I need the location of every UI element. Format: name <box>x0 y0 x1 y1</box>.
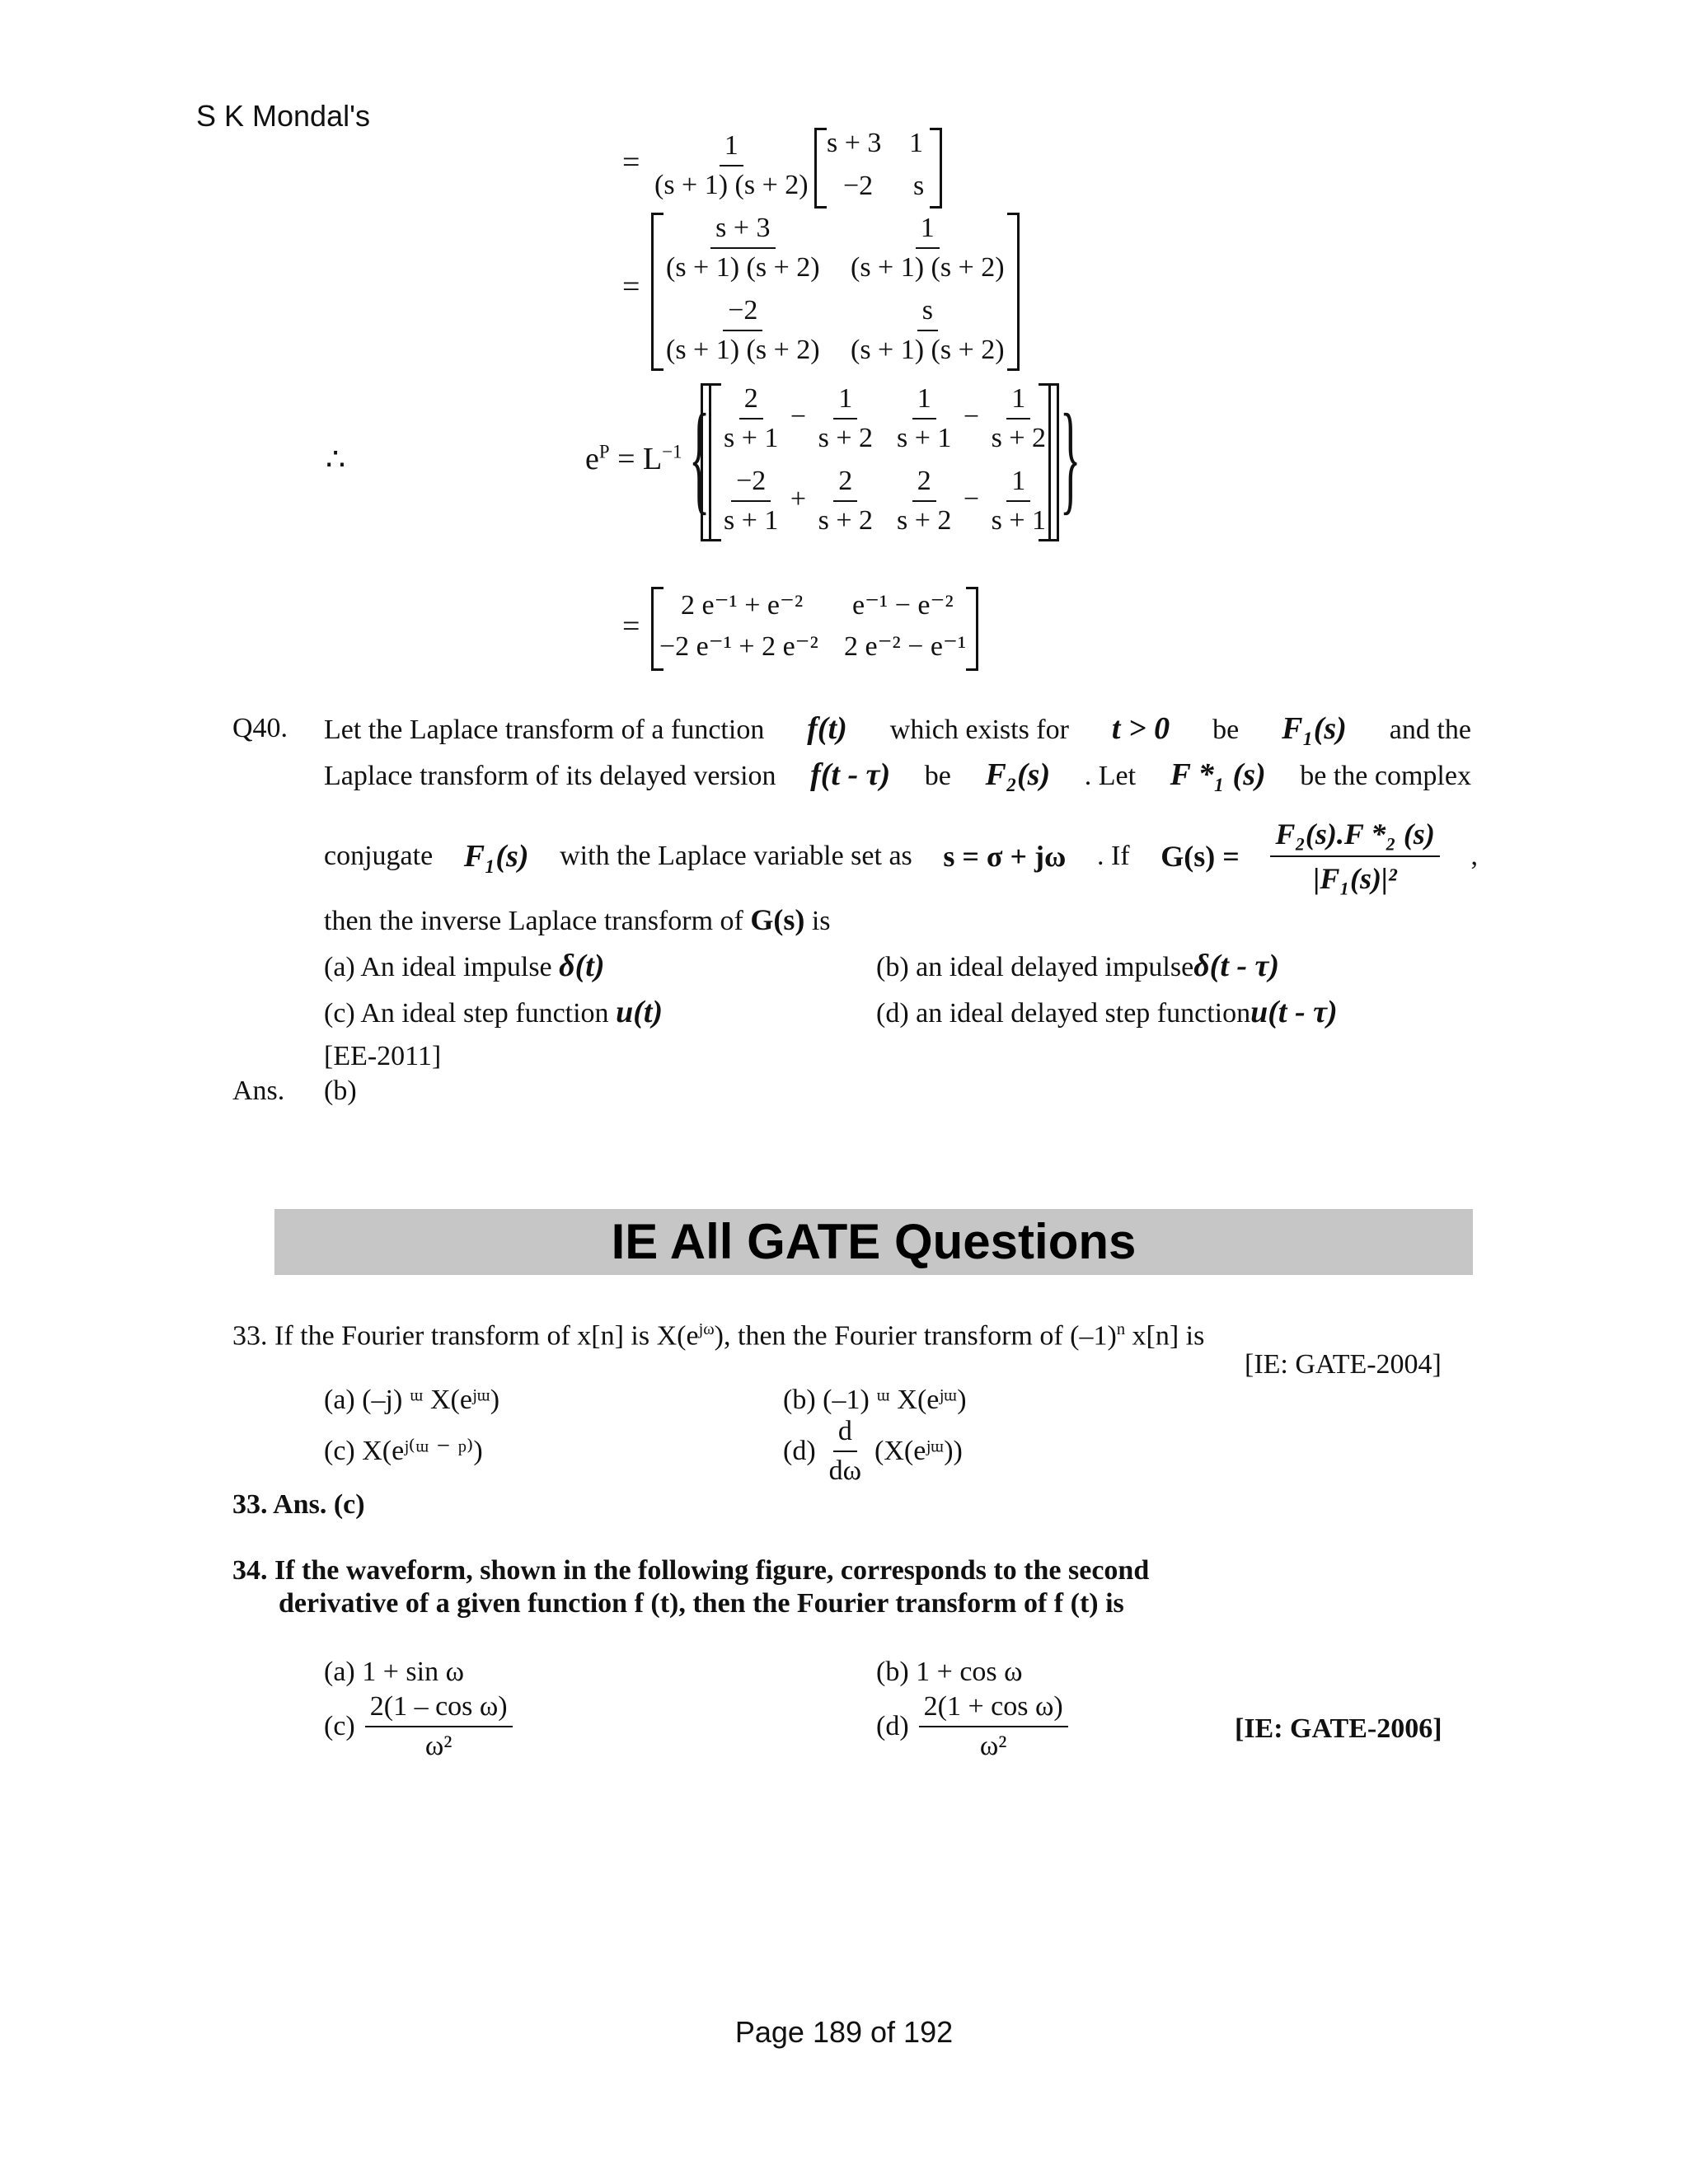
q40-line3-text-b: with the Laplace variable set as <box>560 841 912 871</box>
q40-F2-s: F₂(s) <box>985 757 1051 792</box>
eq1-m12: 1 <box>909 128 923 158</box>
eq2-d-den: (s + 1) (s + 2) <box>851 335 1005 365</box>
eq3-r1c1-d1: s + 1 <box>724 423 779 453</box>
q40-line3-text-c: . If <box>1096 841 1130 871</box>
eq3-r2c1-n1: −2 <box>731 466 771 502</box>
q40-line3-comma: , <box>1470 841 1478 871</box>
q33-text-b: ), then the Fourier transform of (–1) <box>714 1320 1117 1352</box>
q40-line1-text: Let the Laplace transform of a function <box>324 715 765 745</box>
eq2-c-num: −2 <box>723 295 762 331</box>
q33-option-d-expr: (X(eʲᵚ)) <box>874 1436 963 1466</box>
page-number: Page 189 of 192 <box>734 2015 954 2049</box>
q40-f-t-tau: f(t - τ) <box>810 757 891 792</box>
q33-text-a: 33. If the Fourier transform of x[n] is X(e <box>232 1320 699 1352</box>
q40-answer-label: Ans. <box>232 1076 285 1106</box>
q40-Fstar1-s: F *₁ (s) <box>1170 757 1266 792</box>
q40-line2-text-c: . Let <box>1084 761 1137 791</box>
q40-line3-text: conjugate <box>324 841 434 871</box>
eq1-fraction <box>649 130 814 201</box>
q40-line4-text: then the inverse Laplace transform of <box>324 906 743 936</box>
eq1-m11: s + 3 <box>827 128 882 158</box>
eq3-r1c2-d2: s + 2 <box>991 423 1046 453</box>
eq3-r2c2 <box>892 466 1051 537</box>
eq4-r2c1: −2 e⁻¹ + 2 e⁻² <box>659 631 818 662</box>
q33-option-a: (a) (–j) ᵚ X(eʲᵚ) <box>324 1385 500 1415</box>
eq3-r1c1-op: − <box>790 401 807 432</box>
eq3-r1c1-n2: 1 <box>833 383 857 419</box>
eq1-bracket-left <box>814 128 827 209</box>
eq2-c-den: (s + 1) (s + 2) <box>666 335 820 365</box>
q34-option-b: (b) 1 + cos ω <box>876 1657 1023 1687</box>
eq3-r2c2-d1: s + 2 <box>897 505 952 536</box>
q40-option-b-text: (b) an ideal delayed impulse <box>876 952 1194 982</box>
eq3-r2c1-n2: 2 <box>833 466 857 502</box>
q33-option-c: (c) X(eʲ⁽ᵚ ⁻ ᵖ⁾) <box>324 1436 483 1466</box>
eq3-r1c2-n2: 1 <box>1006 383 1030 419</box>
q34-option-d-label: (d) <box>876 1711 909 1741</box>
q33-answer: 33. Ans. (c) <box>232 1489 365 1520</box>
equals-sign: = <box>622 269 640 304</box>
document-header: S K Mondal's <box>196 99 370 133</box>
q40-option-a <box>324 943 605 991</box>
eq4-bracket-right <box>966 587 978 671</box>
eq3-r1c2-d1: s + 1 <box>897 423 952 453</box>
q40-tag: [EE-2011] <box>324 1041 442 1071</box>
q40-option-d-math: u(t - τ) <box>1250 995 1338 1029</box>
q40-line2-text-b: be <box>924 761 951 791</box>
eq2-a-num: s + 3 <box>710 213 775 249</box>
q40-f-t: f(t) <box>807 711 847 746</box>
eq2-d-num: s <box>917 295 938 331</box>
q40-G-s-def: G(s) = <box>1160 840 1240 873</box>
q40-option-b <box>876 943 1279 991</box>
q40-line1-text-c: be <box>1212 715 1240 745</box>
q33-option-d-den: dω <box>828 1455 862 1486</box>
eq3-r2c2-n1: 2 <box>912 466 936 502</box>
q40-option-d <box>876 989 1338 1037</box>
eq3-r2c1 <box>719 466 878 537</box>
q40-line1-text-b: which exists for <box>889 715 1069 745</box>
q40-line3 <box>324 816 1478 897</box>
q33-option-d-label: (d) <box>783 1436 816 1466</box>
eq1-num: 1 <box>720 130 743 166</box>
q33-option-d-num: d <box>833 1416 857 1452</box>
q40-option-c-text: (c) An ideal step function <box>324 998 609 1029</box>
q40-line4-text-b: is <box>811 906 831 936</box>
eP-base: e <box>585 442 599 476</box>
q40-number: Q40. <box>232 713 288 743</box>
q40-F1-s-b: F₁(s) <box>463 839 529 874</box>
eq1-den: (s + 1) (s + 2) <box>654 170 809 200</box>
eq4-r1c2: e⁻¹ − e⁻² <box>852 590 954 621</box>
curly-brace-left: { <box>689 389 710 526</box>
q40-G-den: |F₁(s)|² <box>1313 862 1397 895</box>
q33-sup1: jω <box>698 1320 715 1338</box>
q34-option-c-label: (c) <box>324 1711 355 1741</box>
q40-line1 <box>324 705 1471 753</box>
laplace-inverse: = L <box>617 442 663 476</box>
q33-tag: [IE: GATE-2004] <box>1245 1349 1442 1380</box>
q40-G-num: F₂(s).F *₂ (s) <box>1270 816 1439 857</box>
q40-line2 <box>324 752 1471 799</box>
laplace-inverse-sup: −1 <box>662 441 682 462</box>
therefore-symbol: ∴ <box>326 443 346 477</box>
q34-option-c-num: 2(1 – cos ω) <box>365 1691 513 1727</box>
eq4-r1c1: 2 e⁻¹ + e⁻² <box>681 590 804 621</box>
equals-sign: = <box>622 609 640 644</box>
q40-s-def: s = σ + jω <box>943 840 1067 873</box>
q40-line4 <box>324 897 831 944</box>
q40-option-b-math: δ(t - τ) <box>1193 949 1280 983</box>
q34-option-a: (a) 1 + sin ω <box>324 1657 464 1687</box>
eq2-b-den: (s + 1) (s + 2) <box>851 252 1005 283</box>
curly-brace-right: } <box>1060 389 1081 526</box>
q33-sup2: n <box>1116 1320 1126 1338</box>
eq3-r2c1-d1: s + 1 <box>724 505 779 536</box>
q40-option-a-math: δ(t) <box>559 949 605 983</box>
q34-tag: [IE: GATE-2006] <box>1235 1713 1442 1744</box>
q34-option-d-den: ω² <box>979 1731 1007 1761</box>
q33-option-d <box>783 1416 963 1487</box>
eq3-r1c2-op: − <box>963 401 980 432</box>
q34-option-d-num: 2(1 + cos ω) <box>919 1691 1068 1727</box>
q34-option-c-den: ω² <box>424 1731 452 1761</box>
q40-line1-text-d: and the <box>1389 715 1471 745</box>
q40-option-c <box>324 989 663 1037</box>
eq2-b-num: 1 <box>916 213 940 249</box>
q40-option-d-text: (d) an ideal delayed step function <box>876 998 1251 1029</box>
eq3-r2c2-n2: 1 <box>1006 466 1030 502</box>
q40-answer: (b) <box>324 1076 357 1106</box>
q33-text <box>232 1306 1204 1359</box>
eq3-r2c1-op: + <box>790 483 807 514</box>
eq3-r1c1-n1: 2 <box>739 383 763 419</box>
eq4-r2c2: 2 e⁻² − e⁻¹ <box>844 631 967 662</box>
eq1-m21: −2 <box>843 171 874 201</box>
eq3-r1c2-n1: 1 <box>912 383 936 419</box>
eP-symbol <box>585 441 682 477</box>
q34-option-d <box>876 1691 1068 1762</box>
q40-G-s: G(s) <box>750 903 805 936</box>
eq1-m22: s <box>913 171 925 201</box>
eq1-bracket-right <box>930 128 942 209</box>
eq3-r2c1-d2: s + 2 <box>818 505 873 536</box>
eq3-r1c1 <box>719 383 878 454</box>
eq3-r2c2-d2: s + 1 <box>991 505 1046 536</box>
section-banner: IE All GATE Questions <box>274 1209 1473 1275</box>
eq3-r2c2-op: − <box>963 483 980 514</box>
eP-sup: P <box>598 441 610 462</box>
eq3-r1c1-d2: s + 2 <box>818 423 873 453</box>
equals-sign: = <box>622 145 640 180</box>
q34-option-c <box>324 1691 513 1762</box>
q34-line1: 34. If the waveform, shown in the following figure, corresponds to the second <box>232 1555 1150 1586</box>
q40-option-c-math: u(t) <box>616 995 663 1029</box>
eq3-r1c2 <box>892 383 1051 454</box>
q33-text-c: x[n] is <box>1125 1320 1205 1352</box>
q33-option-b: (b) (–1) ᵚ X(eʲᵚ) <box>783 1385 967 1415</box>
q40-line2-text-d: be the complex <box>1300 761 1471 791</box>
q40-F1-s: F₁(s) <box>1282 711 1347 746</box>
eq2-a-den: (s + 1) (s + 2) <box>666 252 820 283</box>
q40-option-a-text: (a) An ideal impulse <box>324 952 552 982</box>
q40-G-fraction <box>1270 816 1439 897</box>
q40-line2-text: Laplace transform of its delayed version <box>324 761 776 791</box>
q34-line2: derivative of a given function f (t), then the Fourier transform of f (t) is <box>279 1588 1124 1619</box>
q40-t-gt-0: t > 0 <box>1111 711 1170 746</box>
